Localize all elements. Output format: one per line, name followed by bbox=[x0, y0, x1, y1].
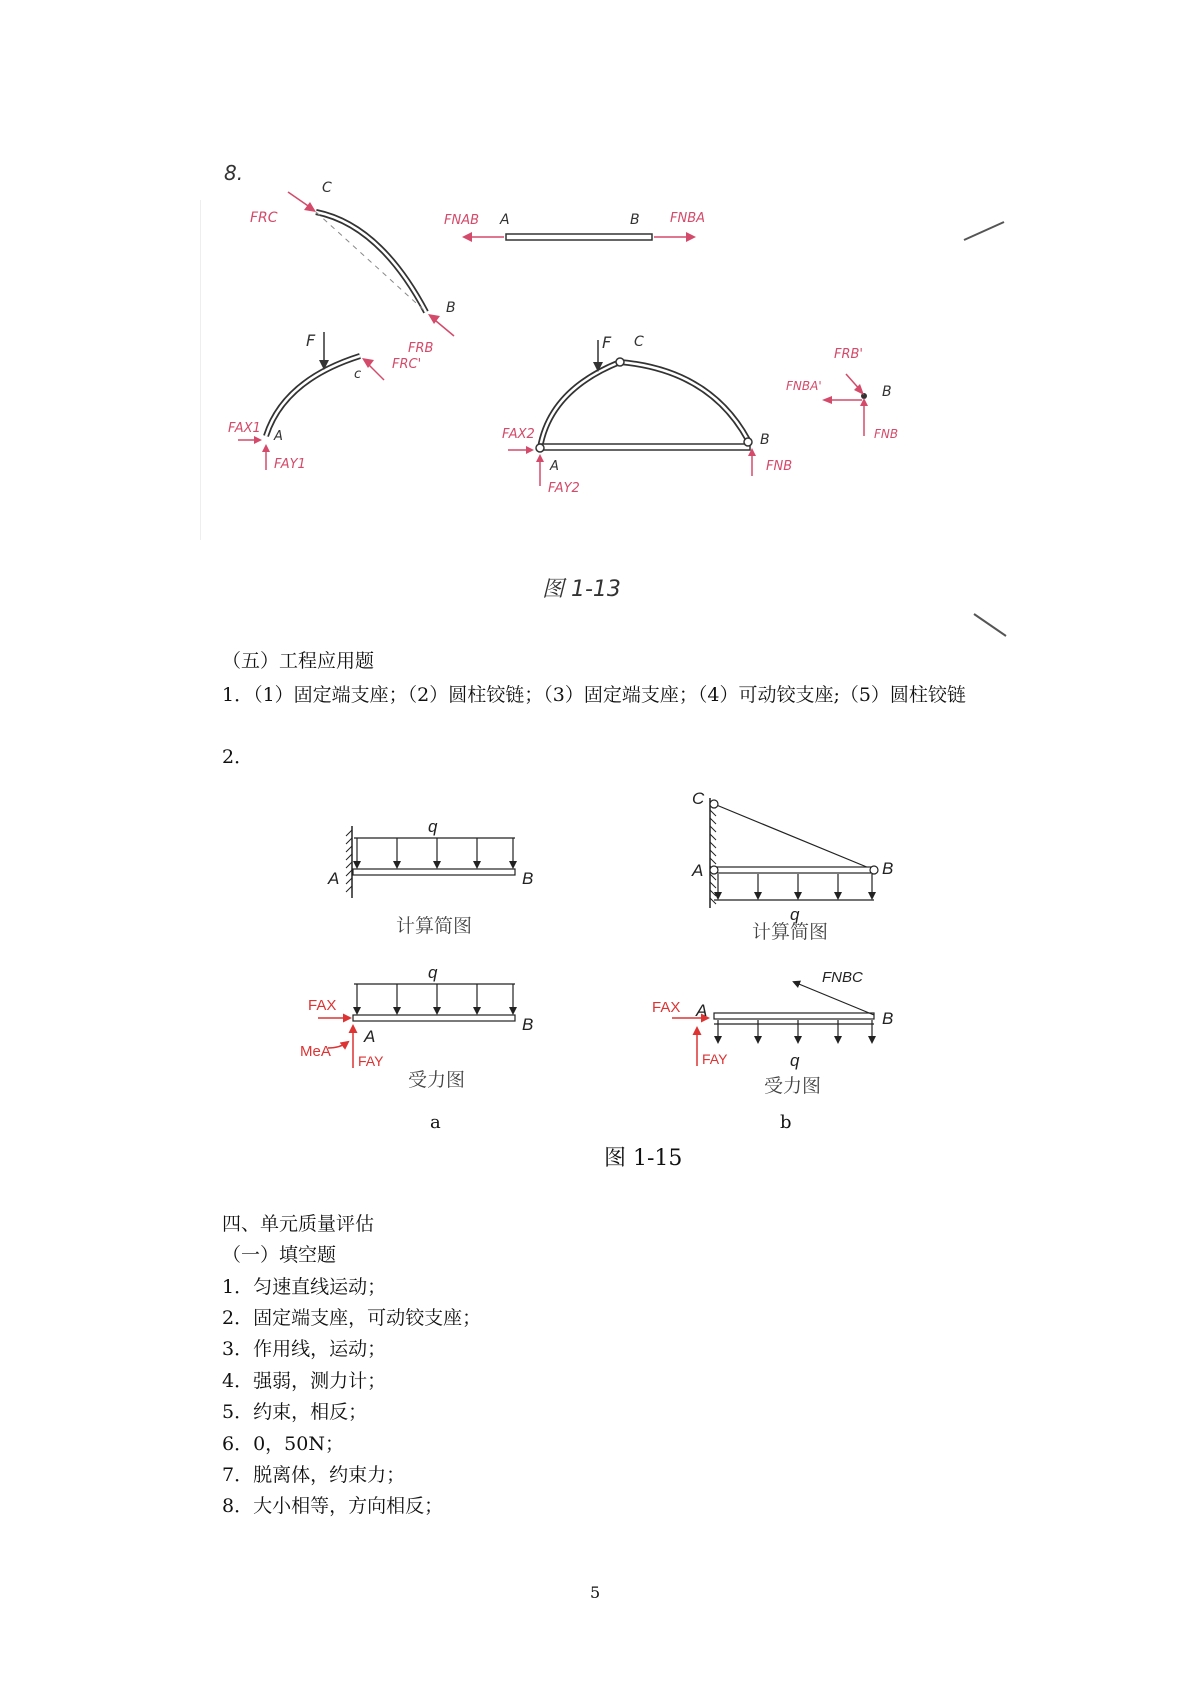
answer-item-6: 6．0，50N； bbox=[222, 1433, 344, 1455]
section-4-heading: 四、单元质量评估 bbox=[222, 1213, 375, 1235]
label-c3: c bbox=[354, 367, 362, 382]
a-force-FAY: FAY bbox=[358, 1053, 384, 1069]
label-fnba2: FNBA' bbox=[786, 379, 822, 393]
label-b4: B bbox=[760, 432, 770, 448]
figure-1-13-caption: 图 1-13 bbox=[542, 577, 621, 602]
label-fnab: FNAB bbox=[444, 213, 480, 228]
straight-bar-ab bbox=[506, 234, 652, 240]
a-calc-B: B bbox=[522, 869, 534, 888]
label-fnba: FNBA bbox=[670, 211, 706, 226]
section-5-item-2: 2． bbox=[222, 746, 254, 768]
b-force-FAX: FAX bbox=[652, 999, 681, 1016]
label-b2: B bbox=[630, 212, 640, 228]
curved-member-ac bbox=[266, 356, 360, 436]
label-c4: C bbox=[634, 334, 644, 350]
label-frc2: FRC' bbox=[392, 357, 422, 372]
figure-number: 8. bbox=[224, 161, 244, 185]
b-calc-C: C bbox=[692, 789, 705, 808]
section-4-subheading: （一）填空题 bbox=[222, 1244, 337, 1266]
answer-item-8: 8．大小相等，方向相反； bbox=[222, 1495, 444, 1517]
arch-tie bbox=[540, 444, 750, 450]
figure-1-15-caption: 图 1-15 bbox=[604, 1146, 683, 1171]
b-force-FNBC: FNBC bbox=[822, 969, 863, 986]
label-fay1: FAY1 bbox=[274, 457, 306, 472]
page-number: 5 bbox=[590, 1583, 601, 1602]
subfigure-b-label: b bbox=[780, 1112, 792, 1133]
answer-item-1: 1．匀速直线运动； bbox=[222, 1276, 387, 1298]
arch-left bbox=[540, 362, 620, 448]
label-f4: F bbox=[602, 333, 612, 352]
label-b5: B bbox=[882, 384, 892, 400]
subfigure-a-label: a bbox=[430, 1112, 441, 1133]
a-force-q: q bbox=[428, 963, 438, 982]
arch-right bbox=[620, 362, 748, 440]
a-force-label: 受力图 bbox=[408, 1069, 466, 1091]
b-calc-B: B bbox=[882, 859, 894, 878]
label-a2: A bbox=[500, 212, 510, 228]
label-fay2: FAY2 bbox=[548, 481, 580, 496]
answer-item-4: 4．强弱，测力计； bbox=[222, 1370, 387, 1392]
answer-item-5: 5．约束，相反； bbox=[222, 1401, 368, 1423]
a-force-FAX: FAX bbox=[308, 997, 337, 1014]
label-faxi: FAX1 bbox=[228, 421, 261, 436]
b-calc-label: 计算简图 bbox=[752, 921, 829, 943]
label-frc: FRC bbox=[250, 210, 278, 226]
diagram-b-force bbox=[652, 969, 893, 1097]
label-fax2: FAX2 bbox=[502, 427, 535, 442]
label-a3: A bbox=[274, 429, 283, 444]
b-calc-q: q bbox=[790, 905, 800, 924]
a-calc-A: A bbox=[328, 869, 340, 888]
a-force-MeA: MeA bbox=[300, 1043, 331, 1060]
label-b1: B bbox=[446, 300, 456, 316]
b-calc-A: A bbox=[692, 861, 704, 880]
label-fnb: FNB bbox=[766, 459, 793, 474]
b-force-A: A bbox=[696, 1001, 708, 1020]
diagram-a-force bbox=[300, 963, 533, 1091]
figure-1-15 bbox=[300, 780, 920, 1180]
diagram-b-calc bbox=[691, 789, 893, 943]
a-force-B: B bbox=[522, 1015, 534, 1034]
a-calc-q: q bbox=[428, 817, 438, 836]
b-force-label: 受力图 bbox=[764, 1075, 822, 1097]
diagram-a-calc bbox=[327, 817, 533, 937]
label-fnb2: FNB bbox=[874, 427, 899, 441]
figure-1-13 bbox=[200, 140, 1020, 650]
a-calc-label: 计算简图 bbox=[396, 915, 473, 937]
b-force-q: q bbox=[790, 1051, 800, 1070]
label-c1: C bbox=[322, 180, 332, 196]
section-5-heading: （五）工程应用题 bbox=[222, 650, 375, 672]
label-a4: A bbox=[550, 459, 559, 474]
label-frb2: FRB' bbox=[834, 347, 864, 362]
label-f3: F bbox=[306, 331, 316, 350]
answer-item-3: 3．作用线，运动； bbox=[222, 1338, 387, 1360]
a-force-A: A bbox=[364, 1027, 376, 1046]
label-frb: FRB bbox=[408, 341, 434, 356]
section-5-item-1: 1．（1）固定端支座；（2）圆柱铰链；（3）固定端支座；（4）可动铰支座;（5）圆柱铰链 bbox=[222, 684, 966, 706]
answer-item-7: 7．脱离体，约束力； bbox=[222, 1464, 406, 1486]
b-force-FAY: FAY bbox=[702, 1051, 728, 1067]
answer-item-2: 2．固定端支座，可动铰支座； bbox=[222, 1307, 482, 1329]
b-force-B: B bbox=[882, 1009, 894, 1028]
